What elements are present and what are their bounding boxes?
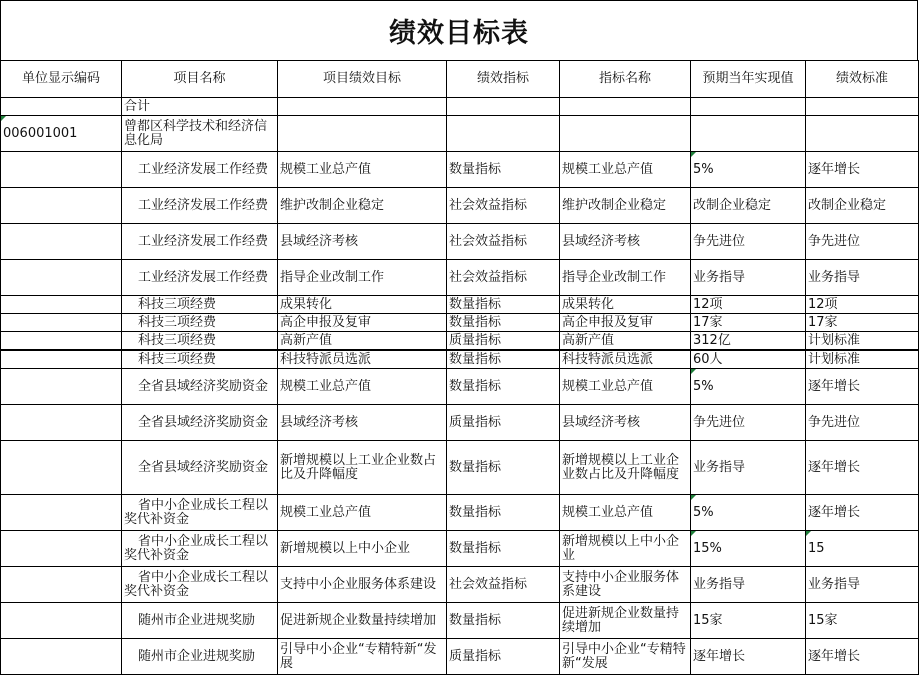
cell-code — [1, 224, 122, 260]
cell-project: 全省县域经济奖励资金 — [122, 369, 278, 405]
header-cell: 绩效指标 — [447, 61, 560, 98]
cell-value: 12项 — [691, 296, 806, 314]
cell-indicator: 社会效益指标 — [447, 188, 560, 224]
cell-project: 省中小企业成长工程以奖代补资金 — [122, 567, 278, 603]
cell-goal — [278, 116, 447, 152]
cell-name — [560, 116, 691, 152]
table-row — [1, 332, 919, 351]
table-title: 绩效目标表 — [0, 0, 918, 60]
cell-value: 15% — [691, 531, 806, 567]
cell-goal: 指导企业改制工作 — [278, 260, 447, 296]
cell-code — [1, 441, 122, 495]
cell-goal: 引导中小企业“专精特新“发展 — [278, 639, 447, 675]
cell-code — [1, 98, 122, 116]
header-row — [1, 61, 919, 98]
table-row — [1, 188, 919, 224]
table-row — [1, 441, 919, 495]
cell-standard: 逐年增长 — [806, 495, 919, 531]
cell-code — [1, 332, 122, 351]
cell-indicator: 数量指标 — [447, 603, 560, 639]
table-row — [1, 296, 919, 314]
cell-project: 全省县域经济奖励资金 — [122, 441, 278, 495]
cell-value — [691, 98, 806, 116]
cell-indicator: 数量指标 — [447, 369, 560, 405]
cell-code — [1, 639, 122, 675]
cell-standard: 业务指导 — [806, 567, 919, 603]
cell-project: 科技三项经费 — [122, 296, 278, 314]
cell-indicator: 数量指标 — [447, 495, 560, 531]
cell-code — [1, 603, 122, 639]
cell-goal: 促进新规企业数量持续增加 — [278, 603, 447, 639]
cell-name: 支持中小企业服务体系建设 — [560, 567, 691, 603]
cell-indicator: 数量指标 — [447, 296, 560, 314]
cell-name: 规模工业总产值 — [560, 369, 691, 405]
cell-project: 全省县域经济奖励资金 — [122, 405, 278, 441]
header-cell: 项目名称 — [122, 61, 278, 98]
cell-code — [1, 260, 122, 296]
cell-code — [1, 314, 122, 332]
table-row — [1, 350, 919, 369]
cell-indicator: 质量指标 — [447, 639, 560, 675]
table-row — [1, 567, 919, 603]
cell-value: 逐年增长 — [691, 639, 806, 675]
cell-standard: 争先进位 — [806, 405, 919, 441]
cell-indicator: 社会效益指标 — [447, 567, 560, 603]
cell-goal: 规模工业总产值 — [278, 152, 447, 188]
cell-value: 业务指导 — [691, 567, 806, 603]
table-row — [1, 152, 919, 188]
cell-indicator: 社会效益指标 — [447, 224, 560, 260]
table-row — [1, 260, 919, 296]
cell-project: 科技三项经费 — [122, 314, 278, 332]
cell-goal: 规模工业总产值 — [278, 495, 447, 531]
cell-project: 随州市企业进规奖励 — [122, 639, 278, 675]
cell-standard: 逐年增长 — [806, 369, 919, 405]
header-cell: 预期当年实现值 — [691, 61, 806, 98]
cell-project: 工业经济发展工作经费 — [122, 224, 278, 260]
cell-project: 随州市企业进规奖励 — [122, 603, 278, 639]
cell-goal: 维护改制企业稳定 — [278, 188, 447, 224]
cell-project: 合计 — [122, 98, 278, 116]
table-row — [1, 495, 919, 531]
cell-project: 工业经济发展工作经费 — [122, 188, 278, 224]
cell-code — [1, 405, 122, 441]
cell-project: 曾都区科学技术和经济信息化局 — [122, 116, 278, 152]
cell-standard: 17家 — [806, 314, 919, 332]
cell-indicator: 质量指标 — [447, 332, 560, 351]
cell-project: 工业经济发展工作经费 — [122, 152, 278, 188]
table-row — [1, 224, 919, 260]
cell-value: 5% — [691, 369, 806, 405]
cell-goal: 科技特派员选派 — [278, 350, 447, 369]
cell-name: 县域经济考核 — [560, 405, 691, 441]
cell-value: 5% — [691, 495, 806, 531]
table-row — [1, 314, 919, 332]
cell-goal: 规模工业总产值 — [278, 369, 447, 405]
cell-standard: 改制企业稳定 — [806, 188, 919, 224]
cell-value: 改制企业稳定 — [691, 188, 806, 224]
table-row — [1, 98, 919, 116]
cell-name: 规模工业总产值 — [560, 495, 691, 531]
cell-code — [1, 152, 122, 188]
cell-value: 15家 — [691, 603, 806, 639]
cell-name: 维护改制企业稳定 — [560, 188, 691, 224]
cell-goal: 成果转化 — [278, 296, 447, 314]
cell-value: 312亿 — [691, 332, 806, 351]
cell-standard — [806, 116, 919, 152]
cell-value: 争先进位 — [691, 224, 806, 260]
cell-code — [1, 350, 122, 369]
cell-value: 17家 — [691, 314, 806, 332]
cell-code: 006001001 — [1, 116, 122, 152]
cell-indicator: 数量指标 — [447, 531, 560, 567]
cell-name: 新增规模以上中小企业 — [560, 531, 691, 567]
cell-indicator: 质量指标 — [447, 405, 560, 441]
cell-goal — [278, 98, 447, 116]
cell-standard: 逐年增长 — [806, 639, 919, 675]
cell-value: 业务指导 — [691, 441, 806, 495]
cell-code — [1, 495, 122, 531]
cell-code — [1, 531, 122, 567]
cell-project: 工业经济发展工作经费 — [122, 260, 278, 296]
cell-value — [691, 116, 806, 152]
header-cell: 单位显示编码 — [1, 61, 122, 98]
cell-indicator: 数量指标 — [447, 314, 560, 332]
cell-standard — [806, 98, 919, 116]
header-cell: 绩效标准 — [806, 61, 919, 98]
cell-code — [1, 567, 122, 603]
cell-name: 县域经济考核 — [560, 224, 691, 260]
cell-value: 60人 — [691, 350, 806, 369]
cell-value: 5% — [691, 152, 806, 188]
cell-goal: 支持中小企业服务体系建设 — [278, 567, 447, 603]
table-row — [1, 405, 919, 441]
cell-indicator: 数量指标 — [447, 350, 560, 369]
table-body — [1, 98, 919, 675]
cell-standard: 计划标准 — [806, 350, 919, 369]
table-row — [1, 116, 919, 152]
table-row — [1, 369, 919, 405]
cell-name: 高企申报及复审 — [560, 314, 691, 332]
cell-project: 省中小企业成长工程以奖代补资金 — [122, 531, 278, 567]
cell-goal: 高新产值 — [278, 332, 447, 351]
cell-goal: 县域经济考核 — [278, 405, 447, 441]
cell-name: 指导企业改制工作 — [560, 260, 691, 296]
table-row — [1, 603, 919, 639]
cell-project: 科技三项经费 — [122, 332, 278, 351]
cell-indicator — [447, 116, 560, 152]
cell-goal: 县域经济考核 — [278, 224, 447, 260]
cell-goal: 高企申报及复审 — [278, 314, 447, 332]
cell-standard: 计划标准 — [806, 332, 919, 351]
cell-name: 高新产值 — [560, 332, 691, 351]
cell-project: 科技三项经费 — [122, 350, 278, 369]
cell-goal: 新增规模以上工业企业数占比及升降幅度 — [278, 441, 447, 495]
cell-value: 争先进位 — [691, 405, 806, 441]
cell-code — [1, 369, 122, 405]
cell-standard: 逐年增长 — [806, 441, 919, 495]
cell-project: 省中小企业成长工程以奖代补资金 — [122, 495, 278, 531]
cell-name: 规模工业总产值 — [560, 152, 691, 188]
cell-standard: 争先进位 — [806, 224, 919, 260]
cell-standard: 逐年增长 — [806, 152, 919, 188]
cell-standard: 15 — [806, 531, 919, 567]
performance-table — [0, 60, 919, 675]
header-cell: 指标名称 — [560, 61, 691, 98]
header-cell: 项目绩效目标 — [278, 61, 447, 98]
cell-goal: 新增规模以上中小企业 — [278, 531, 447, 567]
cell-value: 业务指导 — [691, 260, 806, 296]
cell-name: 促进新规企业数量持续增加 — [560, 603, 691, 639]
cell-standard: 12项 — [806, 296, 919, 314]
cell-standard: 15家 — [806, 603, 919, 639]
cell-name: 引导中小企业“专精特新“发展 — [560, 639, 691, 675]
cell-indicator: 数量指标 — [447, 152, 560, 188]
cell-standard: 业务指导 — [806, 260, 919, 296]
table-row — [1, 531, 919, 567]
cell-indicator — [447, 98, 560, 116]
cell-name: 成果转化 — [560, 296, 691, 314]
cell-indicator: 社会效益指标 — [447, 260, 560, 296]
cell-name: 科技特派员选派 — [560, 350, 691, 369]
cell-code — [1, 188, 122, 224]
cell-indicator: 数量指标 — [447, 441, 560, 495]
cell-name — [560, 98, 691, 116]
cell-code — [1, 296, 122, 314]
cell-name: 新增规模以上工业企业数占比及升降幅度 — [560, 441, 691, 495]
table-row — [1, 639, 919, 675]
